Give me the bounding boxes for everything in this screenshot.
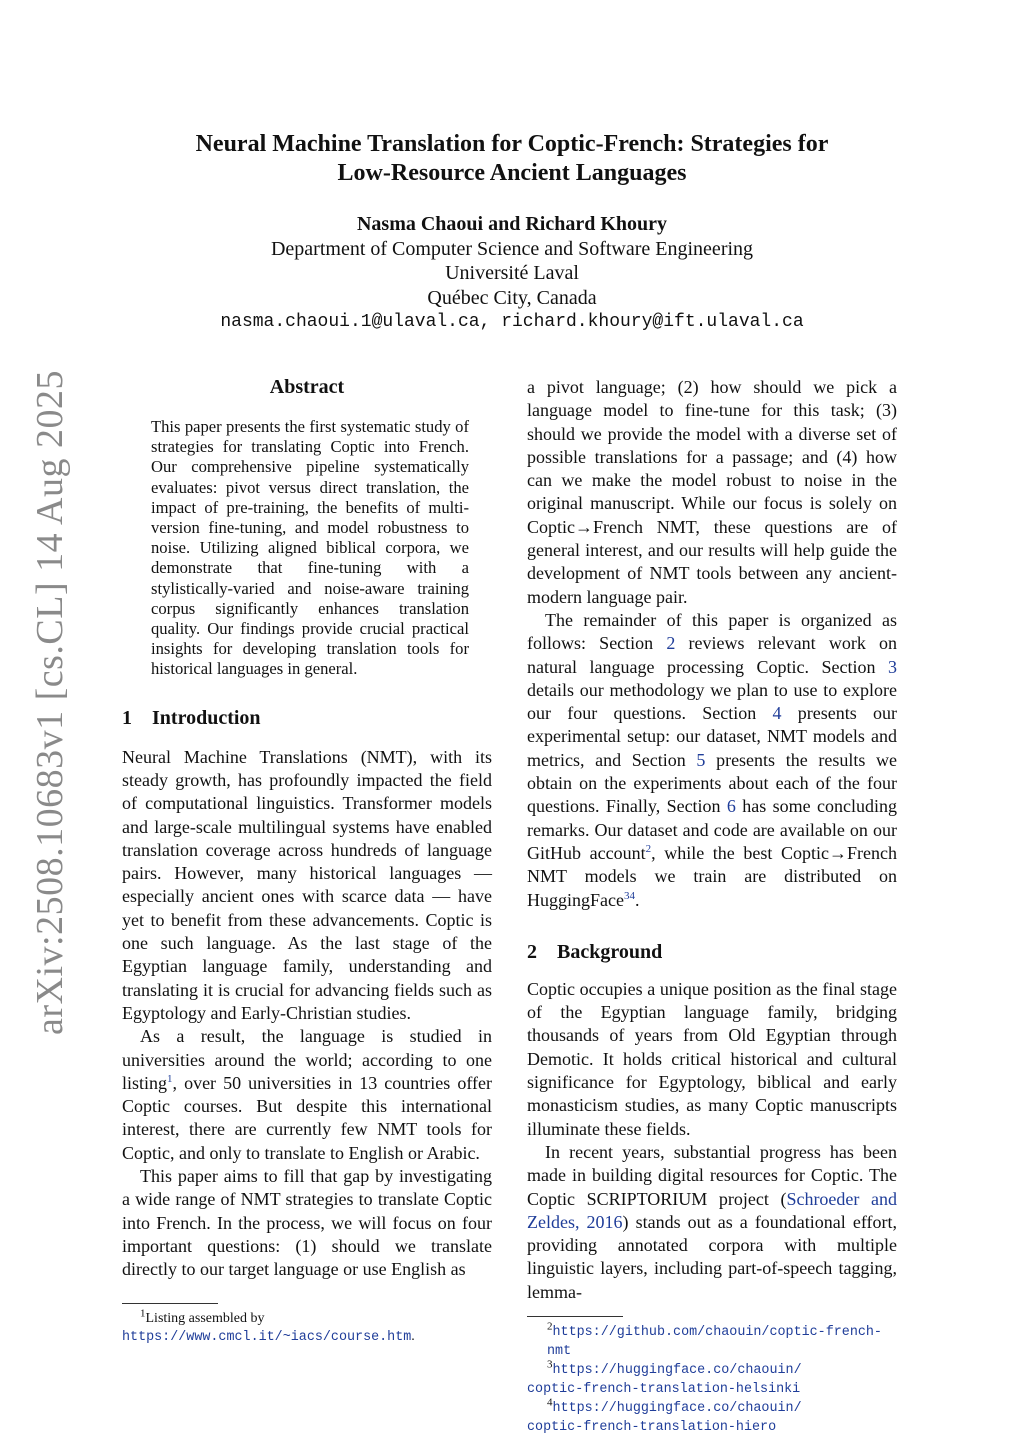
intro-p2-text-b: , over 50 universities in 13 countries offer Coptic courses. But despite this international interest, there are currently few NMT tools for Coptic, and only to translate to English or Arabic. xyxy=(122,1072,492,1163)
intro-paragraph-5 xyxy=(527,609,897,912)
footnote-4-link-b[interactable]: coptic-french-translation-hiero xyxy=(527,1419,777,1435)
footnote-4-number: 4 xyxy=(547,1396,553,1409)
footnote-3-cont xyxy=(527,1380,897,1399)
p5-t3: details our methodology we plan to use to explore our four questions. Section xyxy=(527,679,897,724)
intro-p2-text-a: As a result, the language is studied in universities around the world; according to one listing xyxy=(122,1026,492,1093)
footnote-4-cont xyxy=(527,1418,897,1437)
footnote-4-link-a[interactable]: https://huggingface.co/chaouin/ xyxy=(552,1400,802,1416)
author-block xyxy=(150,212,874,335)
right-column xyxy=(527,376,897,1437)
background-paragraph-2 xyxy=(527,1141,897,1304)
citation-schroeder-zeldes[interactable]: Schroeder and Zeldes, 2016 xyxy=(527,1188,897,1232)
intro-paragraph-4: a pivot language; (2) how should we pick a language model to fine-tune for this task; (3) should we provide the model with a diverse set of possible translations for a passage; and (4) how can we make the model robust to noise in the original manuscript. While our focus is solely on Coptic→French NMT, these questions are of general interest, and our results will help guide the development of NMT tools between any ancient-modern language pair. xyxy=(527,377,897,607)
intro-paragraph-2 xyxy=(122,1025,492,1165)
section-2-title: Background xyxy=(557,940,663,963)
footnote-2 xyxy=(527,1320,897,1361)
section-1-heading xyxy=(122,706,492,730)
right-footnotes xyxy=(527,1316,897,1437)
section-3-link[interactable]: 3 xyxy=(888,656,897,677)
section-1-number: 1 xyxy=(122,706,132,729)
footnote-ref-2[interactable]: 2 xyxy=(645,842,652,855)
section-4-link[interactable]: 4 xyxy=(772,703,782,724)
department: Department of Computer Science and Software Engineering xyxy=(270,237,754,260)
left-column xyxy=(122,376,492,1347)
university: Université Laval xyxy=(445,262,579,284)
footnote-3-number: 3 xyxy=(547,1358,553,1371)
section-5-link[interactable]: 5 xyxy=(696,749,706,770)
footnote-rule xyxy=(122,1303,218,1304)
footnote-1-text: Listing assembled by xyxy=(145,1311,265,1327)
title-line-2: Low-Resource Ancient Languages xyxy=(337,160,687,186)
p5-t4: presents our experimental setup: our dataset, NMT models and metrics, and Section xyxy=(527,703,897,770)
footnote-1 xyxy=(122,1307,492,1347)
p5-t7: , while the best Coptic→French NMT models we train are distributed on HuggingFace xyxy=(527,842,897,910)
arxiv-sidebar-stamp: arXiv:2508.10683v1 [cs.CL] 14 Aug 2025 xyxy=(29,370,71,1035)
footnote-1-link[interactable]: https://www.cmcl.it/~iacs/course.htm xyxy=(122,1330,412,1346)
footnote-2-link[interactable]: https://github.com/chaouin/coptic-french-nmt xyxy=(547,1324,882,1359)
footnote-3-link-a[interactable]: https://huggingface.co/chaouin/ xyxy=(552,1362,802,1378)
p5-t8: . xyxy=(634,889,640,910)
city: Québec City, Canada xyxy=(427,286,597,309)
intro-paragraph-1: Neural Machine Translations (NMT), with its steady growth, has profoundly impacted the field of computational linguistics. Transformer models and large-scale multilingual systems have enabled translation coverage across hundreds of language pairs. However, many historical languages — especially ancient ones with scarce data — have yet to benefit from these advancements. Coptic is one such language. As the last stage of the Egyptian language family, understanding and translating it is crucial for advancing fields such as Egyptology and Early-Christian studies. xyxy=(122,746,492,1023)
footnote-ref-3-4[interactable]: 34 xyxy=(623,889,635,902)
abstract-text: This paper presents the first systematic study of strategies for translating Coptic into French. Our comprehensive pipeline systematically evaluates: pivot versus direct translation, the impact of pre-training, the benefits of multi-version fine-tuning, and model robustness to noise. Utilizing aligned biblical corpora, we demonstrate that fine-tuning with a stylistically-varied and noise-aware training corpus significantly enhances translation quality. Our findings provide crucial practical insights for developing translation tools for historical languages in general. xyxy=(151,417,469,679)
footnote-ref-1[interactable]: 1 xyxy=(167,1072,173,1085)
bg-p2-a: In recent years, substantial progress has been made in building digital resources for Coptic. The Coptic SCRIPTORIUM project ( xyxy=(527,1141,897,1209)
section-1-title: Introduction xyxy=(152,706,261,729)
background-paragraph-1: Coptic occupies a unique position as the final stage of the Egyptian language family, bridging thousands of years from Old Egyptian through Demotic. It holds critical historical and cultural significance for Egyptology, biblical and early monasticism studies, as many Coptic manuscripts illuminate these fields. xyxy=(527,978,897,1139)
section-6-link[interactable]: 6 xyxy=(726,796,736,817)
footnote-rule-right xyxy=(527,1316,623,1317)
footnote-3 xyxy=(527,1358,897,1380)
title-line-1: Neural Machine Translation for Coptic-French: Strategies for xyxy=(195,131,829,157)
author-emails: nasma.chaoui.1@ulaval.ca, richard.khoury@ift.ulaval.ca xyxy=(220,312,804,332)
p5-t6: has some concluding remarks. Our dataset and code are available on our GitHub account xyxy=(527,796,897,863)
p5-t1: The remainder of this paper is organized as follows: Section xyxy=(527,609,897,654)
footnote-2-number: 2 xyxy=(547,1320,553,1333)
p5-t2: reviews relevant work on natural language processing Coptic. Section xyxy=(527,633,898,677)
section-2-number: 2 xyxy=(527,940,537,963)
paper-title xyxy=(150,130,874,188)
footnote-1-number: 1 xyxy=(140,1307,146,1320)
footnote-3-link-b[interactable]: coptic-french-translation-helsinki xyxy=(527,1381,801,1397)
section-2-heading xyxy=(527,940,897,964)
bg-p2-b: ) stands out as a foundational effort, providing annotated corpora with multiple linguistic layers, including part-of-speech tagging, lemma- xyxy=(527,1211,897,1302)
p5-t5: presents the results we obtain on the experiments about each of the four questions. Finally, Section xyxy=(527,749,897,817)
abstract-heading: Abstract xyxy=(269,376,345,398)
footnote-1-end: . xyxy=(411,1329,415,1345)
footnote-4 xyxy=(527,1396,897,1418)
left-footnotes xyxy=(122,1303,492,1347)
author-names: Nasma Chaoui and Richard Khoury xyxy=(356,213,668,235)
section-2-link[interactable]: 2 xyxy=(666,633,676,654)
intro-paragraph-3: This paper aims to fill that gap by investigating a wide range of NMT strategies to translate Coptic into French. In the process, we will focus on four important questions: (1) should we translate directly to our target language or use English as xyxy=(122,1165,492,1280)
